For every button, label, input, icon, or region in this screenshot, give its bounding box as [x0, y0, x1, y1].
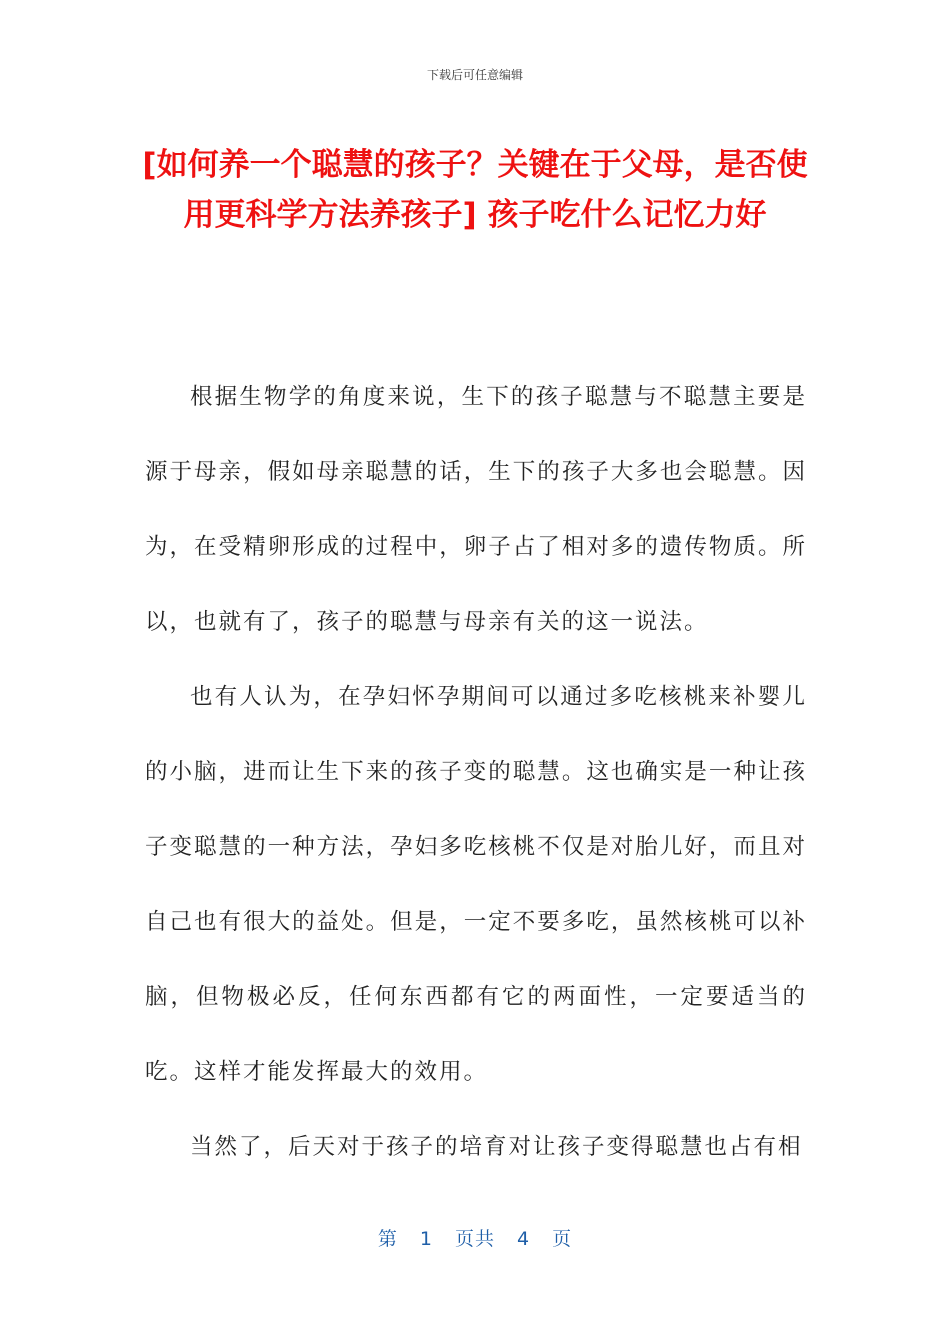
footer-suffix: 页	[552, 1228, 573, 1250]
page-footer	[0, 1224, 950, 1251]
paragraph-2: 也有人认为，在孕妇怀孕期间可以通过多吃核桃来补婴儿的小脑，进而让生下来的孩子变的聪慧。这也确实是一种让孩子变聪慧的一种方法，孕妇多吃核桃不仅是对胎儿好，而且对自己也有很大的益处。但是，一定不要多吃，虽然核桃可以补脑，但物极必反，任何东西都有它的两面性，一定要适当的吃。这样才能发挥最大的效用。	[145, 684, 807, 1085]
document-body	[145, 360, 807, 1185]
footer-prefix: 第	[377, 1228, 398, 1250]
footer-mid: 页共	[454, 1228, 495, 1250]
header-note: 下载后可任意编辑	[426, 68, 523, 82]
footer-total-pages: 4	[517, 1228, 531, 1250]
paragraph-1: 根据生物学的角度来说，生下的孩子聪慧与不聪慧主要是源于母亲，假如母亲聪慧的话，生下的孩子大多也会聪慧。因为，在受精卵形成的过程中，卵子占了相对多的遗传物质。所以，也就有了，孩子的聪慧与母亲有关的这一说法。	[145, 384, 807, 635]
paragraph-3: 当然了，后天对于孩子的培育对让孩子变得聪慧也占有相	[190, 1134, 803, 1160]
document-title: [如何养一个聪慧的孩子？关键在于父母，是否使用更科学方法养孩子] 孩子吃什么记忆力好	[142, 147, 808, 233]
footer-current-page: 1	[419, 1228, 433, 1250]
